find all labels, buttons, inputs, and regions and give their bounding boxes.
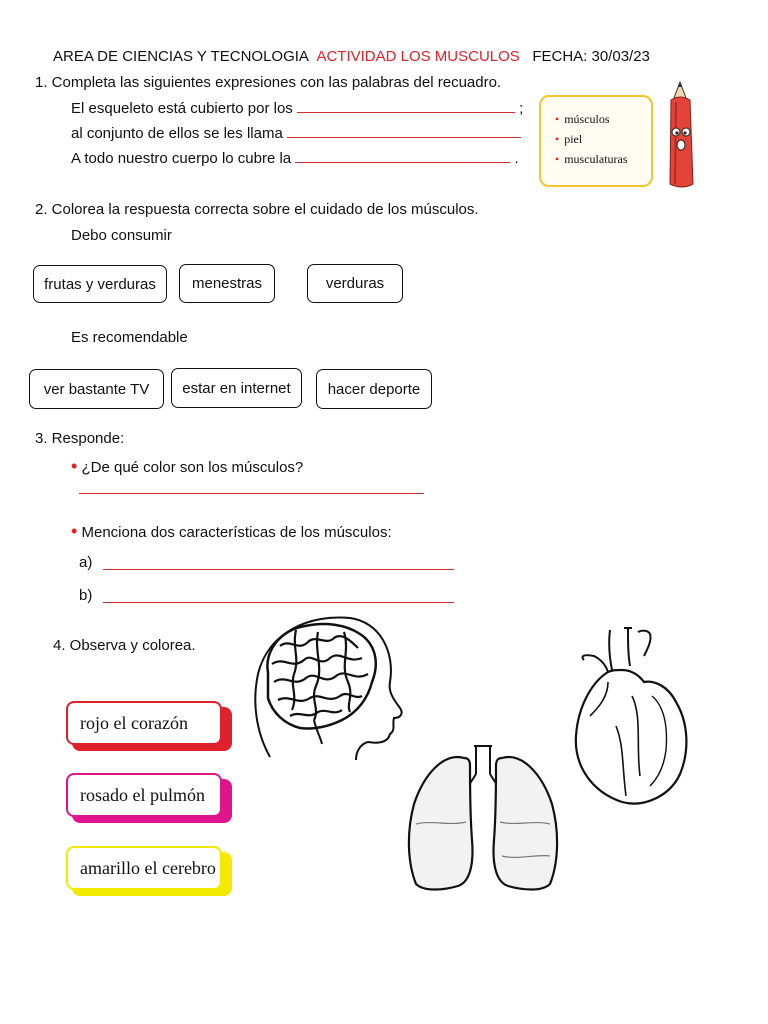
answer-blank-2[interactable] [287,125,521,138]
q2-sub2: Es recomendable [71,329,188,346]
q2-prompt: 2. Colorea la respuesta correcta sobre el cuidado de los músculos. [35,201,479,218]
word-bank-item: • piel [555,129,651,149]
lungs-icon[interactable] [404,744,562,894]
option-menestras[interactable]: menestras [179,264,275,303]
option-estar-en-internet[interactable]: estar en internet [171,368,302,408]
answer-blank-1[interactable] [297,100,515,113]
word-bank-item: • músculos [555,109,651,129]
q3-b-label: b) [79,587,93,604]
answer-line-color[interactable] [79,493,424,494]
option-verduras[interactable]: verduras [307,264,403,303]
label-amarillo-cerebro: amarillo el cerebro [66,846,222,890]
label-rojo-corazon: rojo el corazón [66,701,222,745]
label-rosado-pulmon: rosado el pulmón [66,773,222,817]
option-frutas-y-verduras[interactable]: frutas y verduras [33,265,167,303]
q1-line3-text: A todo nuestro cuerpo lo cubre la [71,150,292,167]
q3-prompt: 3. Responde: [35,430,125,447]
q1-line1 [71,100,523,117]
answer-line-b[interactable] [103,602,454,603]
pencil-character-icon [662,80,698,192]
date-label: FECHA: 30/03/23 [532,48,650,65]
q3-a-label: a) [79,554,93,571]
word-bank-box [539,95,653,187]
header [53,48,650,65]
activity-title: ACTIVIDAD LOS MUSCULOS [316,48,520,65]
bullet-icon: • [71,521,78,541]
q3-bullet2 [71,521,392,542]
word-bank-item: • musculaturas [555,149,651,169]
bullet-icon: • [71,456,78,476]
q1-prompt: 1. Completa las siguientes expresiones con las palabras del recuadro. [35,74,502,91]
q2-sub1: Debo consumir [71,227,172,244]
heart-icon[interactable] [572,626,692,806]
q3-bullet2-text: Menciona dos características de los músculos: [81,524,392,541]
brain-head-icon[interactable] [250,612,410,760]
q3-bullet1-text: ¿De qué color son los músculos? [81,459,304,476]
q1-line1-text: El esqueleto está cubierto por los [71,100,293,117]
q1-line1-end: ; [519,100,524,117]
q1-line2 [71,125,521,142]
q1-line3-end: . [514,150,519,167]
answer-blank-3[interactable] [295,150,510,163]
q1-line3 [71,150,519,167]
option-hacer-deporte[interactable]: hacer deporte [316,369,432,409]
option-ver-bastante-tv[interactable]: ver bastante TV [29,369,164,409]
q4-prompt: 4. Observa y colorea. [53,637,196,654]
q1-line2-text: al conjunto de ellos se les llama [71,125,283,142]
answer-line-a[interactable] [103,569,454,570]
area-title: AREA DE CIENCIAS Y TECNOLOGIA [53,48,309,65]
q3-bullet1 [71,456,303,477]
